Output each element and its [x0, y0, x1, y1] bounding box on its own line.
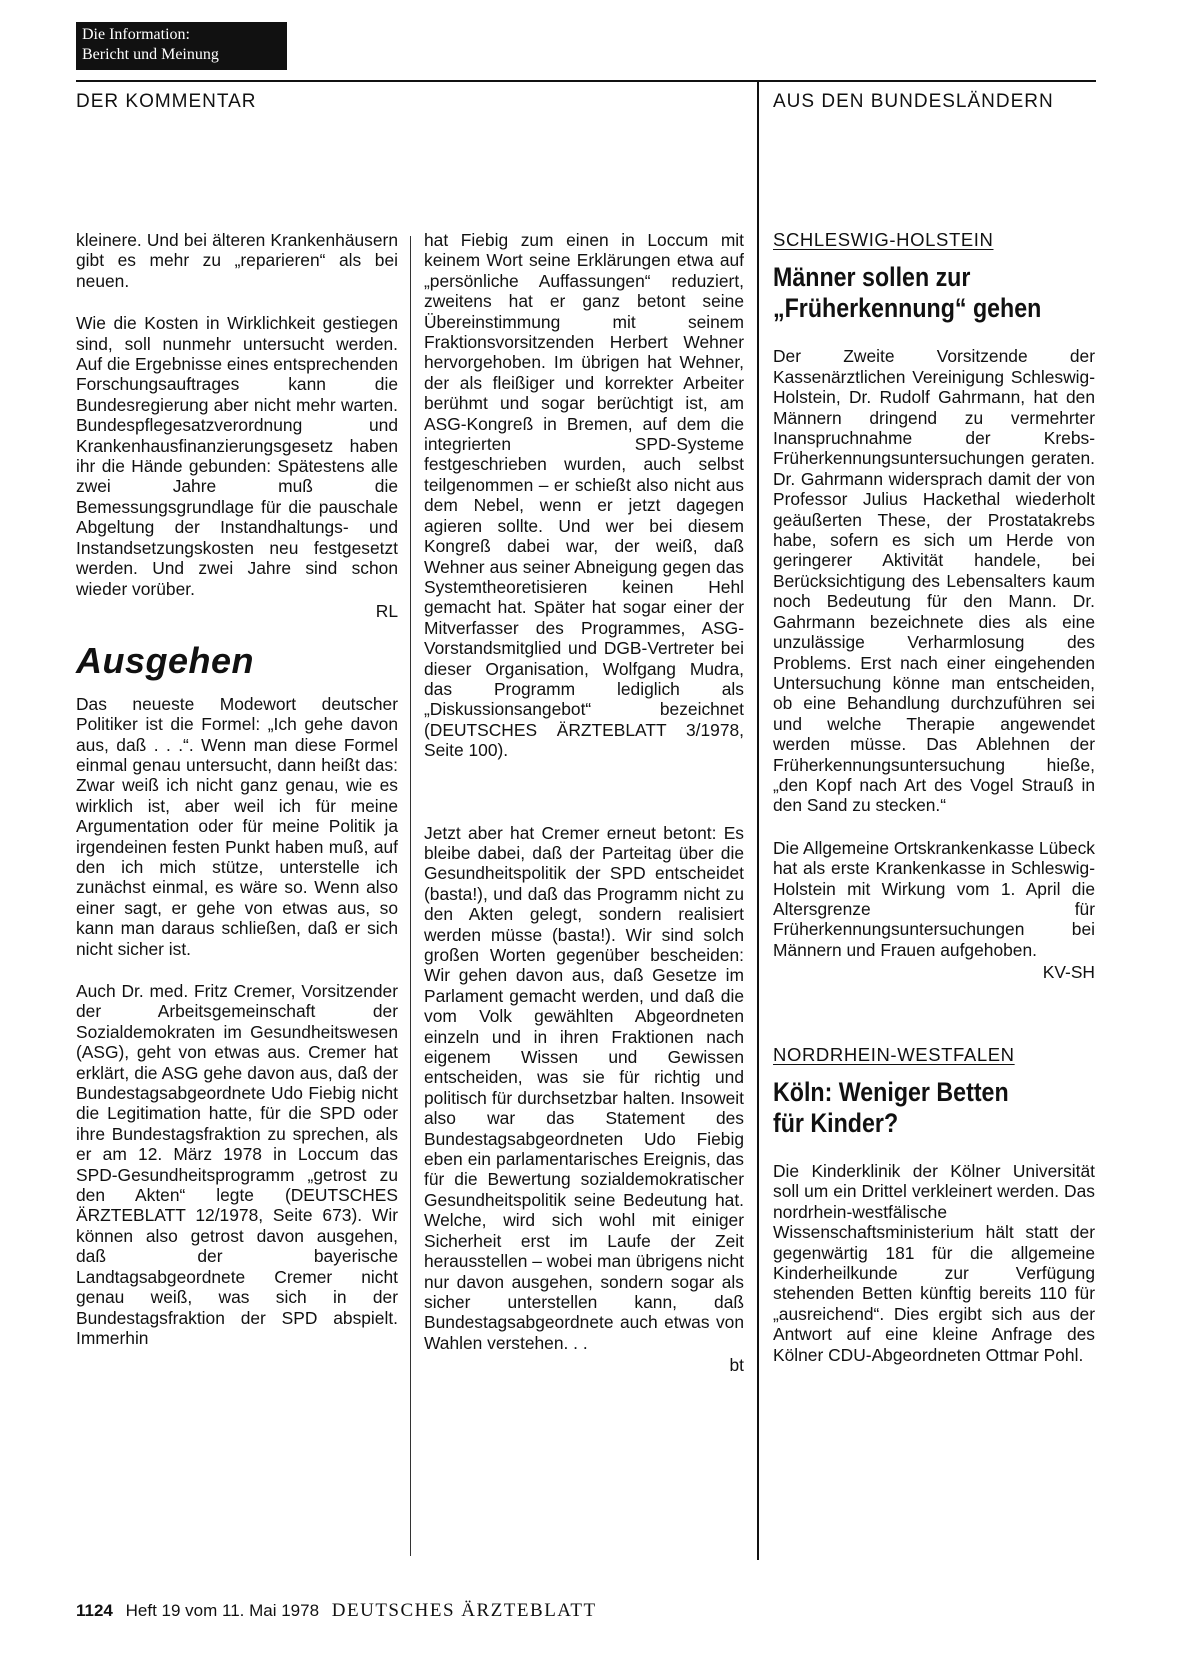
- paragraph: kleinere. Und bei älteren Krankenhäusern gibt es mehr zu „reparieren“ als bei neuen.: [76, 230, 398, 291]
- paragraph: [773, 838, 1095, 960]
- page-number: 1124: [76, 1601, 113, 1620]
- paragraph-text: Wie die Kosten in Wirklichkeit gestiegen sind, soll nunmehr untersucht werden. Auf die Ergebnisse eines entsprechenden Forschungsauftrages kann die Bundesregierung aber nicht mehr warten. Bundespflegesatzverordnung und Krankenhausfinanzierungsgesetz haben ihr die Hände gebunden: Spätestens alle zwei Jahre muß die Bemessungsgrundlage für die pauschale Abgeltung der Instandhaltungs- und Instandsetzungskosten neu festgesetzt werden. Und zwei Jahre sind schon wieder vorüber.: [76, 313, 398, 599]
- author-signature: bt: [729, 1355, 744, 1376]
- heading-line: Köln: Weniger Betten: [773, 1077, 1009, 1107]
- paragraph: Auch Dr. med. Fritz Cremer, Vorsitzender der Arbeitsgemeinschaft der Sozialdemokraten im Gesundheitswesen (ASG), geht von etwas aus. Cremer hat erklärt, die ASG gehe davon aus, daß der Bundestagsabgeordnete Udo Fiebig nicht die Legitimation hatte, für die SPD oder ihre Bundestagsfraktion zu sprechen, als er am 12. März 1978 in Loccum das SPD-Gesundheitsprogramm „getrost zu den Akten“ legte (DEUTSCHES ÄRZTEBLATT 12/1978, Seite 673). Wir können also getrost davon ausgehen, daß der bayerische Landtagsabgeordnete Cremer nicht genau weiß, was sich in der Bundestagsfraktion der SPD abspielt. Immerhin: [76, 981, 398, 1348]
- news-heading-maenner: [773, 262, 1050, 324]
- spacer: [773, 983, 1095, 1045]
- section-badge: [76, 22, 287, 70]
- news-heading-koeln: [773, 1077, 1050, 1139]
- author-signature: RL: [375, 600, 398, 621]
- author-signature: KV-SH: [1042, 962, 1095, 983]
- paragraph-text: Die Allgemeine Ortskrankenkasse Lübeck hat als erste Krankenkasse in Schleswig-Holstein mit Wirkung vom 1. April die Altersgrenze für Früherkennungsuntersuchungen bei Männern und Frauen aufgehoben.: [773, 837, 1095, 960]
- article-column-3: [773, 230, 1095, 1387]
- heading-line: Männer sollen zur: [773, 262, 971, 293]
- section-label-kommentar: DER KOMMENTAR: [76, 91, 257, 112]
- article-column-1: [76, 230, 398, 1370]
- page-footer: [76, 1600, 597, 1622]
- badge-line-1: Die Information:: [82, 26, 190, 43]
- paragraph: [424, 823, 744, 1354]
- heading-line: „Früherkennung“ gehen: [773, 293, 1042, 324]
- badge-line-2: Bericht und Meinung: [82, 46, 219, 63]
- paragraph-text: Jetzt aber hat Cremer erneut betont: Es bleibe dabei, daß der Parteitag über die Gesundheitspolitik der SPD entscheidet (basta!), und daß das Programm nicht zu den Akten gelegt, sondern realisiert werden müsse (basta!). Wir sind solch großen Worten gegenüber bescheiden: Wir gehen davon aus, daß Gesetze im Parlament gemacht werden, und daß die vom Volk gewählten Abgeordneten einzeln und in ihren Fraktionen nach eigenem Wissen und Gewissen entscheiden, was sie für richtig und politisch für durchsetzbar halten. Insoweit also war das Statement des Bundestagsabgeordneten Udo Fiebig eben ein parlamentarisches Ereignis, das für die Bewertung sozialdemokratischer Gesundheitspolitik seine Bedeutung hat. Welche, wird sich wohl mit einiger Sicherheit erst im Laufe der Zeit herausstellen – wobei man übrigens nicht nur davon ausgehen, sondern sogar als sicher unterstellen kann, daß Bundestagsabgeordnete auch etwas von Wahlen verstehen. . .: [424, 822, 744, 1353]
- paragraph: Der Zweite Vorsitzende der Kassenärztlichen Vereinigung Schleswig-Holstein, Dr. Rudolf Gahrmann, hat den Männern dringend zu vermehrter Inanspruchnahme der Krebs-Früherkennungsuntersuchungen geraten. Dr. Gahrmann widersprach damit der von Professor Julius Hackethal wiederholt geäußerten These, der Prostatakrebs habe, sofern es sich um Herde von geringerer Aktivität handele, bei Berücksichtigung des Lebensalters kaum noch Bedeutung für den Mann. Dr. Gahrmann bezeichnete dies als eine unzulässige Verharmlosung des Problems. Erst nach einer eingehenden Untersuchung könne man entscheiden, ob eine Behandlung durchzuführen sei und welche Therapie angewendet werden müsse. Das Ablehnen der Früherkennungsuntersuchung hieße, „den Kopf nach Art des Vogel Strauß in den Sand zu stecken.“: [773, 346, 1095, 816]
- region-label-schleswig-holstein: SCHLESWIG-HOLSTEIN: [773, 229, 994, 250]
- paragraph: hat Fiebig zum einen in Loccum mit keinem Wort seine Erklärungen etwa auf „persönliche Auffassungen“ reduziert, zweitens hat er ganz betont seine Übereinstimmung mit seinem Fraktionsvorsitzenden Herbert Wehner hervorgehoben. Im übrigen hat Wehner, der als fleißiger und korrekter Arbeiter berühmt und sogar berüchtigt ist, am ASG-Kongreß in Bremen, auf dem die integrierten SPD-Systeme festgeschrieben wurden, auch selbst teilgenommen – er schießt also nicht aus dem Nebel, wenn er jetzt dagegen agieren sollte. Und wer bei diesem Kongreß dabei war, der weiß, daß Wehner aus seiner Abneigung gegen das Systemtheoretisieren keinen Hehl gemacht hat. Später hat sogar einer der Mitverfasser des Programmes, ASG-Vorstandsmitglied und DGB-Vertreter bei dieser Organisation, Wolfgang Mudra, das Programm lediglich als „Diskussionsangebot“ bezeichnet (DEUTSCHES ÄRZTEBLATT 3/1978, Seite 100).: [424, 230, 744, 761]
- paragraph: Die Kinderklinik der Kölner Universität soll um ein Drittel verkleinert werden. Das nordrhein-westfälische Wissenschaftsministerium hält statt der gegenwärtig 181 für die allgemeine Kinderheilkunde zur Verfügung stehenden Betten künftig bereits 110 für „ausreichend“. Dies ergibt sich aus der Antwort auf eine kleine Anfrage des Kölner CDU-Abgeordneten Ottmar Pohl.: [773, 1161, 1095, 1365]
- section-divider: [757, 80, 759, 1560]
- paragraph: [76, 313, 398, 599]
- heading-line: für Kinder?: [773, 1108, 899, 1138]
- article-heading-ausgehen: Ausgehen: [76, 640, 255, 682]
- journal-name: DEUTSCHES ÄRZTEBLATT: [331, 1600, 597, 1621]
- issue-info: Heft 19 vom 11. Mai 1978: [125, 1601, 320, 1620]
- region-label-nordrhein-westfalen: NORDRHEIN-WESTFALEN: [773, 1043, 1015, 1065]
- article-column-2: [424, 230, 744, 1376]
- header-rule: [76, 80, 1096, 82]
- section-label-bundeslaender: AUS DEN BUNDESLÄNDERN: [773, 91, 1054, 112]
- column-divider-1: [410, 236, 411, 1556]
- paragraph: Das neueste Modewort deutscher Politiker ist die Formel: „Ich gehe davon aus, daß . . .“. Wenn man diese Formel einmal genau untersucht, dann heißt das: Zwar weiß ich nicht ganz genau, wie es wirklich ist, aber weil ich für meine Argumentation oder für meine Politik ja irgendeinen festen Punkt haben muß, auf den ich mich stütze, unterstelle ich zunächst einmal, es wäre so. Wenn also einer sagt, er gehe von etwas aus, so kann man daraus schließen, daß er sich nicht sicher ist.: [76, 693, 398, 959]
